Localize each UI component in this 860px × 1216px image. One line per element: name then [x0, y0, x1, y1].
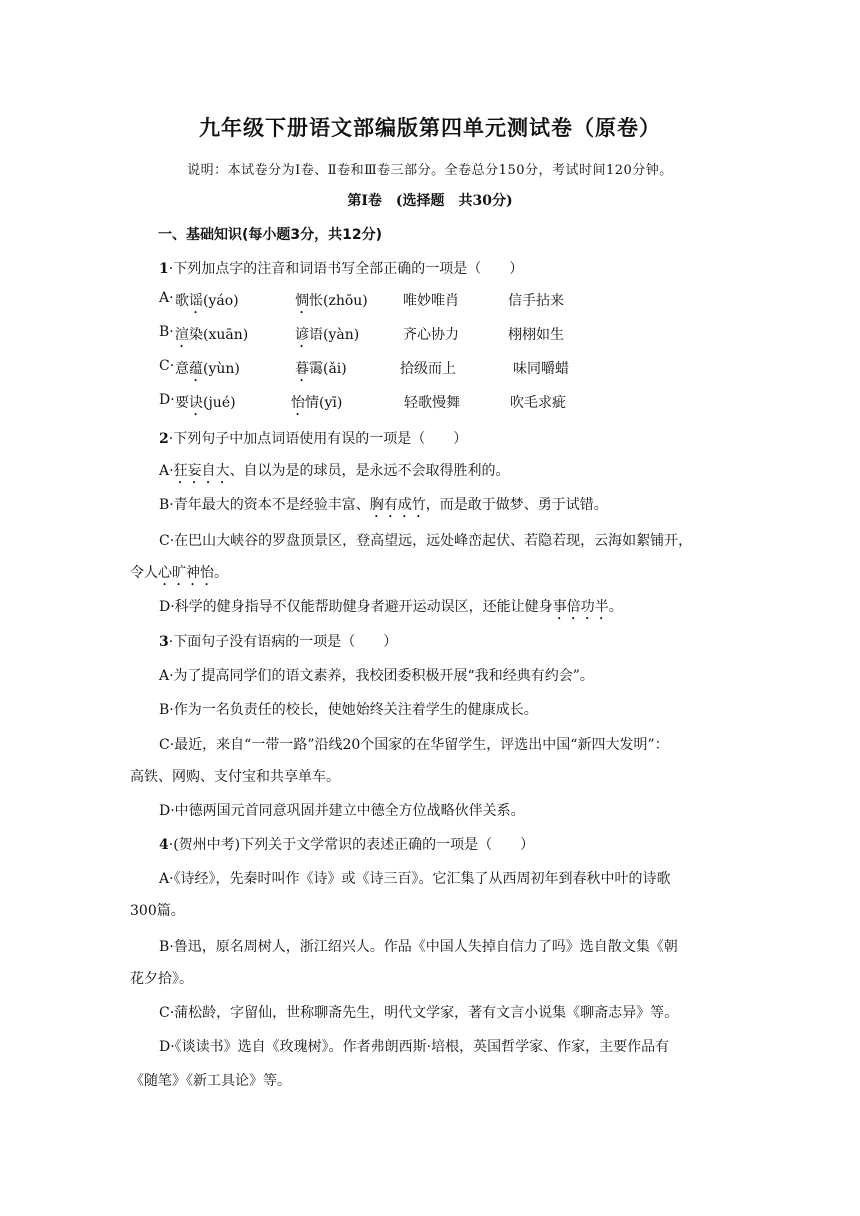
option-word-3: 轻歌慢舞 [404, 395, 460, 411]
option-word-2: 惆怅(zhōu) [295, 293, 368, 309]
question-3-stem [159, 631, 397, 651]
q4-option-b-line2: 花夕拾》。 [130, 971, 193, 987]
option-word-2: 怡情(yī) [291, 395, 343, 411]
question-number: 4 [159, 837, 169, 853]
question-1-stem [159, 258, 523, 278]
emphasized-phrase: 胸有成竹 [369, 497, 426, 513]
question-source-tag: ·(贺州中考) [168, 837, 241, 853]
part-heading: 第Ⅰ卷 (选择题 共30分) [347, 193, 513, 209]
page-title: 九年级下册语文部编版第四单元测试卷（原卷） [199, 116, 661, 140]
q3-option-c-line1: C·最近，来自“一带一路”沿线20个国家的在华留学生，评选出中国“新四大发明”： [159, 737, 669, 753]
option-letter: D· [159, 392, 175, 408]
q3-option-c-line2: 高铁、网购、支付宝和共享单车。 [130, 769, 340, 785]
q4-option-b-line1: B·鲁迅，原名周树人，浙江绍兴人。作品《中国人失掉自信力了吗》选自散文集《朝 [159, 939, 678, 955]
q2-option-a: A·狂妄自大、自以为是的球员，是永远不会取得胜利的。 [159, 463, 510, 479]
question-text: 下列关于文学常识的表述正确的一项是（ ） [240, 837, 535, 853]
option-word-2: 暮霭(ǎi) [295, 361, 347, 377]
q2-option-d: D·科学的健身指导不仅能帮助健身者避开运动误区，还能让健身事倍功半。 [159, 599, 623, 615]
option-word-3: 拾级而上 [400, 361, 456, 377]
q3-option-d: D·中德两国元首同意巩固并建立中德全方位战略伙伴关系。 [159, 803, 525, 819]
q4-option-d-line1: D·《谈读书》选自《玫瑰树》。作者弗朗西斯·培根，英国哲学家、作家，主要作品有 [159, 1039, 670, 1055]
question-text: ·下列加点字的注音和词语书写全部正确的一项是（ ） [168, 261, 524, 277]
option-word-2: 谚语(yàn) [295, 327, 360, 343]
question-number: 3 [159, 634, 169, 650]
option-word-1: 要诀(jué) [175, 395, 236, 411]
question-number: 2 [159, 431, 169, 447]
option-word-4: 栩栩如生 [508, 327, 564, 343]
question-text: ·下列句子中加点词语使用有误的一项是（ ） [168, 431, 468, 447]
q3-option-b: B·作为一名负责任的校长，使她始终关注着学生的健康成长。 [159, 702, 538, 718]
question-number: 1 [159, 261, 169, 277]
option-word-4: 味同嚼蜡 [513, 361, 569, 377]
q4-option-a-line2: 300篇。 [130, 903, 185, 919]
q2-option-c-line1: C·在巴山大峡谷的罗盘顶景区，登高望远，远处峰峦起伏、若隐若现，云海如絮铺开， [159, 533, 693, 549]
question-2-stem [159, 428, 467, 448]
q2-option-b: B·青年最大的资本不是经验丰富、胸有成竹，而是敢于做梦、勇于试错。 [159, 497, 608, 513]
q2-option-c-line2: 令人心旷神怡。 [130, 565, 228, 581]
option-word-3: 齐心协力 [403, 327, 459, 343]
option-letter: B· [159, 324, 174, 340]
option-word-4: 信手拈来 [508, 293, 564, 309]
option-word-1: 渲染(xuān) [175, 327, 249, 343]
question-text: ·下面句子没有语病的一项是（ ） [168, 634, 398, 650]
emphasized-phrase: 心旷神怡 [158, 565, 214, 581]
exam-instructions: 说明：本试卷分为Ⅰ卷、Ⅱ卷和Ⅲ卷三部分。全卷总分150分，考试时间120分钟。 [187, 163, 673, 178]
emphasized-phrase: 狂妄自大 [173, 463, 230, 479]
option-letter: C· [159, 358, 175, 374]
q4-option-d-line2: 《随笔》《新工具论》等。 [130, 1073, 291, 1089]
q3-option-a: A·为了提高同学们的语文素养，我校团委积极开展“我和经典有约会”。 [159, 668, 594, 684]
option-word-4: 吹毛求疵 [510, 395, 566, 411]
emphasized-phrase: 事倍功半 [552, 599, 609, 615]
option-word-3: 唯妙唯肖 [403, 293, 459, 309]
q4-option-a-line1: A·《诗经》，先秦时叫作《诗》或《诗三百》。它汇集了从西周初年到春秋中叶的诗歌 [159, 871, 671, 887]
option-letter: A· [159, 290, 174, 306]
q4-option-c: C·蒲松龄，字留仙，世称聊斋先生，明代文学家，著有文言小说集《聊斋志异》等。 [159, 1005, 679, 1021]
question-4-stem [159, 834, 534, 854]
section-heading: 一、基础知识(每小题3分，共12分) [158, 227, 383, 243]
option-word-1: 歌谣(yáo) [175, 293, 239, 309]
option-word-1: 意蕴(yùn) [175, 361, 240, 377]
